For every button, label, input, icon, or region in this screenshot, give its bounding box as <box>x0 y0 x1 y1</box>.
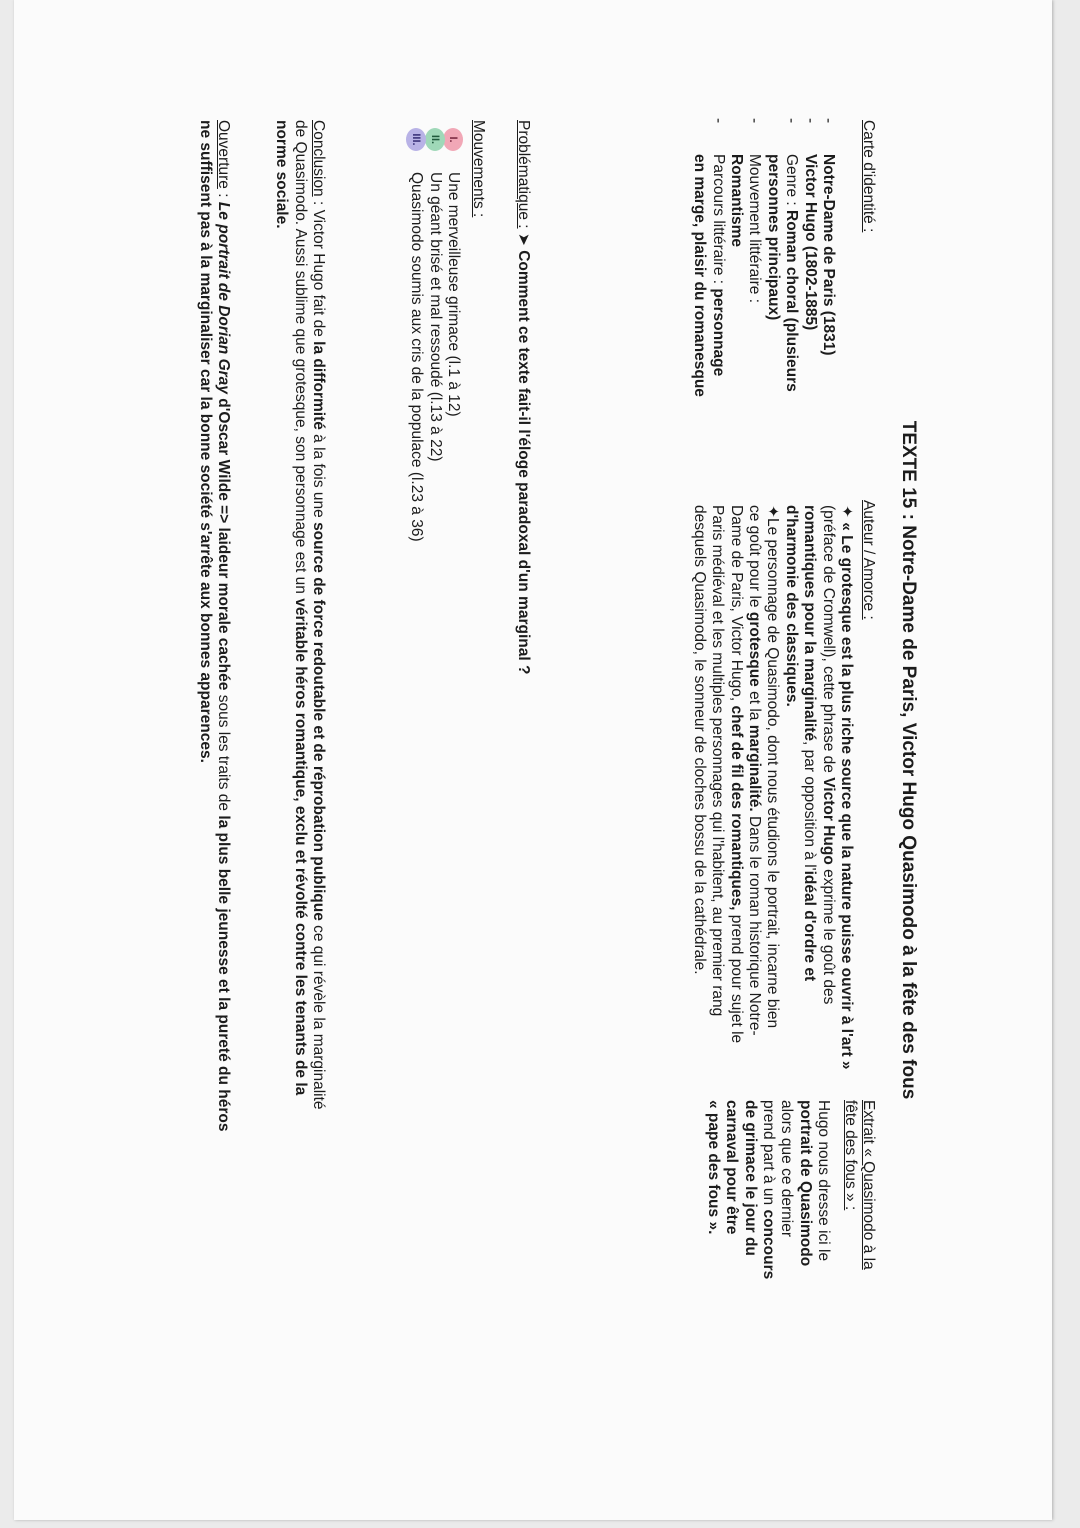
amorce-paragraph-1: ✦ « Le grotesque est la plus riche source que la nature puisse ouvrir à l'art » (préface de Cromwell), cette phrase de Victor Hugo exprime le goût des romantiques pour la marginalité, par opposition à l'idéal d'ordre et d'harmonie des classiques. <box>782 505 855 1070</box>
list-item: - Notre-Dame de Paris (1831) <box>819 118 837 458</box>
amorce-paragraph-2: ✦Le personnage de Quasimodo, dont nous étudions le portrait, incarne bien ce goût pour le grotesque et la marginalité. Dans le roman historique Notre- Dame de Paris, Victor Hugo, chef de fil des romantiques, prend pour sujet le Paris médiéval et les multiples personnages qui l'habitent, au premier rang desquels Quasimodo, le sonneur de cloches bossu de la cathédrale. <box>690 505 782 1044</box>
list-item: III. Quasimodo soumis aux cris de la populace (l.23 à 36) <box>407 120 425 542</box>
list-item: - Mouvement littéraire : <box>745 118 763 458</box>
list-item: - Parcours littéraire : personnage <box>708 118 726 458</box>
numeral-badge: I. <box>443 128 463 151</box>
extrait-text: Hugo nous dresse ici le portrait de Quasimodo alors que ce dernier prend part à un concours de grimace le jour du carnaval pour être « pape des fous ». <box>704 1100 833 1280</box>
conclusion: Conclusion : Victor Hugo fait de la difformité à la fois une source de force redoutable et de réprobation publique ce qui révèle la marginalité de Quasimodo. Aussi sublime que grotesque, son personnage est un véritable héros romantique, exclu et révolté contre les tenants de la norme sociale. <box>273 120 327 1110</box>
list-item: I. Une merveilleuse grimace (l.1 à 12) <box>444 120 462 542</box>
auteur-amorce-label: Auteur / Amorce : <box>860 500 877 620</box>
problematique-label: Problématique : <box>515 120 532 229</box>
problematique <box>514 120 532 674</box>
mouvements-list <box>407 120 462 542</box>
extrait-label: Extrait « Quasimodo à la fête des fous » : <box>841 1100 877 1270</box>
carte-identite-label: Carte d'identité : <box>860 120 877 233</box>
list-item: II. Un géant brisé et mal ressoudé (l.13 à 22) <box>425 120 443 542</box>
list-item-continuation: personnes principaux) <box>764 154 782 321</box>
list-item: - Victor Hugo (1802-1885) <box>800 118 818 458</box>
list-item: - Genre : Roman choral (plusieurs <box>782 118 800 458</box>
page-title: TEXTE 15 : Notre-Dame de Paris, Victor Hugo Quasimodo à la fête des fous <box>898 420 919 1100</box>
star-icon: ✦ <box>764 505 782 518</box>
mouvements-label: Mouvements : <box>470 120 487 218</box>
scanned-sheet <box>14 0 1052 1520</box>
arrow-icon: ➤ <box>515 232 532 246</box>
list-item-continuation: en marge, plaisir du romanesque <box>691 154 709 397</box>
numeral-badge: II. <box>425 128 445 151</box>
extrait-box <box>703 1100 877 1300</box>
list-item-continuation: Romantisme <box>727 154 745 248</box>
document-page <box>14 0 1052 1520</box>
problematique-text: Comment ce texte fait-il l'éloge paradoxal d'un marginal ? <box>515 250 532 675</box>
star-icon: ✦ <box>838 505 855 518</box>
ouverture: Ouverture : Le portrait de Dorian Gray d'Oscar Wilde => laideur morale cachée sous les traits de la plus belle jeunesse et la pureté du héros ne suffisent pas à la marginaliser car la bonne société s'arrête aux bonnes apparences. <box>196 120 232 1132</box>
carte-identite-list <box>690 118 837 458</box>
auteur-amorce-text <box>689 505 855 1080</box>
numeral-badge: III. <box>406 128 426 151</box>
